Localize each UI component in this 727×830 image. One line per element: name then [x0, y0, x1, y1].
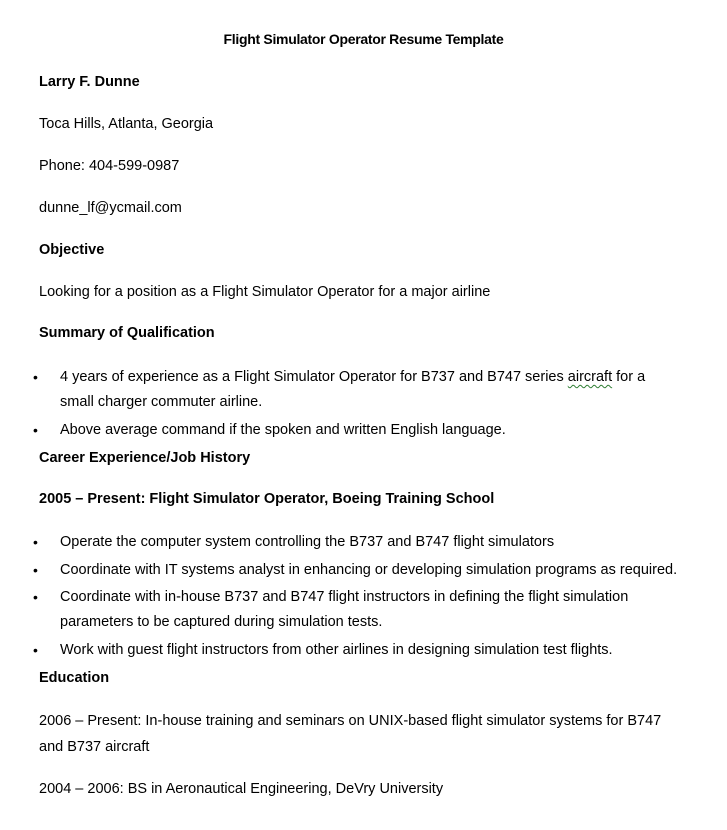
career-bullet-1: Operate the computer system controlling the B737 and B747 flight simulators [60, 534, 555, 550]
bullet-marker [33, 561, 41, 569]
summary-bullet-1-continued: small charger commuter airline. [60, 394, 263, 410]
summary-bullet-1-tail: for a [612, 369, 646, 385]
candidate-email: dunne_lf@ycmail.com [39, 200, 182, 216]
career-heading: Career Experience/Job History [39, 450, 251, 466]
career-bullet-2: Coordinate with IT systems analyst in enhancing or developing simulation programs as required. [60, 562, 678, 578]
bullet-marker [33, 421, 41, 429]
candidate-name: Larry F. Dunne [39, 74, 140, 90]
summary-heading: Summary of Qualification [39, 325, 215, 341]
bullet-marker [33, 368, 41, 376]
summary-bullet-1-text: 4 years of experience as a Flight Simulator Operator for B737 and B747 series [60, 369, 568, 385]
education-heading: Education [39, 670, 110, 686]
objective-text: Looking for a position as a Flight Simulator Operator for a major airline [39, 284, 491, 300]
education-entry-2: 2004 – 2006: BS in Aeronautical Engineering, DeVry University [39, 781, 444, 797]
career-bullet-3: Coordinate with in-house B737 and B747 flight instructors in defining the flight simulation [60, 589, 629, 605]
document-title: Flight Simulator Operator Resume Template [223, 31, 504, 47]
career-bullet-3-continued: parameters to be captured during simulation tests. [60, 614, 383, 630]
candidate-address: Toca Hills, Atlanta, Georgia [39, 116, 214, 132]
career-position: 2005 – Present: Flight Simulator Operator, Boeing Training School [39, 491, 495, 507]
objective-heading: Objective [39, 242, 105, 258]
misspelled-word: aircraft [567, 369, 613, 385]
education-entry-1: 2006 – Present: In-house training and seminars on UNIX-based flight simulator systems for B747 [39, 713, 662, 729]
candidate-phone: Phone: 404-599-0987 [39, 158, 180, 174]
summary-bullet-2: Above average command if the spoken and written English language. [60, 422, 506, 438]
education-entry-1-continued: and B737 aircraft [39, 739, 150, 755]
summary-bullet-1 [60, 368, 645, 386]
bullet-marker [33, 641, 41, 649]
career-bullet-4: Work with guest flight instructors from other airlines in designing simulation test flights. [60, 642, 613, 658]
bullet-marker [33, 588, 41, 596]
bullet-marker [33, 533, 41, 541]
